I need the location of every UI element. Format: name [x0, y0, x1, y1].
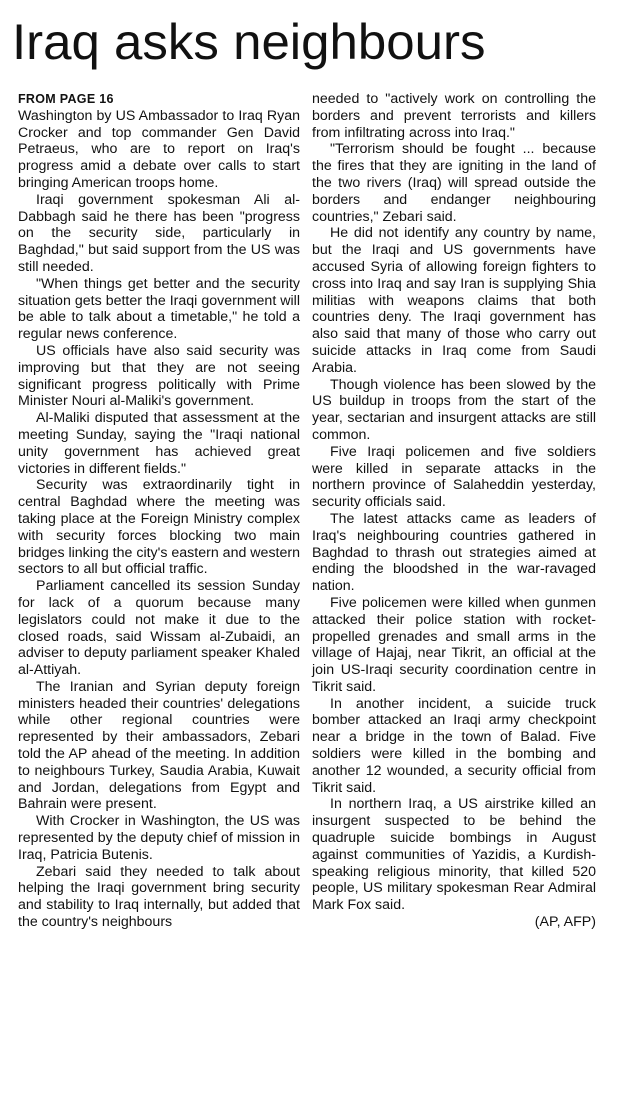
paragraph: He did not identify any country by name, but the Iraqi and US governments have accused Syria of allowing foreign fighters to cross into Iraq and say Iran is supplying Shia militias with weapons claims that both countries deny. The Iraqi government has also said that many of those who carry out suicide attacks in Iraq come from Saudi Arabia. [312, 225, 596, 376]
paragraph: Five policemen were killed when gunmen attacked their police station with rocket-propelled grenades and small arms in the village of Hajaj, near Tikrit, an official at the join US-Iraqi security coordination centre in Tikrit said. [312, 594, 596, 695]
paragraph: needed to "actively work on controlling the borders and prevent terrorists and killers from infiltrating across into Iraq." [312, 91, 596, 141]
paragraph: Though violence has been slowed by the US buildup in troops from the start of the year, sectarian and insurgent attacks are still common. [312, 376, 596, 443]
paragraph: In northern Iraq, a US airstrike killed an insurgent suspected to be behind the quadruple suicide bombings in August against communities of Yazidis, a Kurdish-speaking religious minority, that killed 520 people, US military spokesman Rear Admiral Mark Fox said. [312, 796, 596, 914]
paragraph: Zebari said they needed to talk about helping the Iraqi government bring security and stability to Iraq internally, but added that the country's neighbours [18, 863, 300, 931]
paragraph: Washington by US Ambassador to Iraq Ryan Crocker and top commander Gen David Petraeus, who are to report on Iraq's progress amid a debate over calls to start bringing American troops home. [18, 107, 300, 191]
source-credit: (AP, AFP) [534, 914, 596, 931]
paragraph: Al-Maliki disputed that assessment at the meeting Sunday, saying the "Iraqi national unity government has achieved great victories in different fields." [18, 410, 300, 477]
headline: Iraq asks neighbours [12, 14, 486, 70]
paragraph: Parliament cancelled its session Sunday for lack of a quorum because many legislators could not make it due to the closed roads, said Wissam al-Zubaidi, an adviser to deputy parliament speaker Khaled al-Attiyah. [18, 578, 300, 679]
paragraph: With Crocker in Washington, the US was represented by the deputy chief of mission in Iraq, Patricia Butenis. [18, 813, 300, 863]
paragraph: The Iranian and Syrian deputy foreign ministers headed their countries' delegations while other regional countries were represented by their ambassadors, Zebari told the AP ahead of the meeting. In addition to neighbours Turkey, Saudia Arabia, Kuwait and Jordan, delegations from Egypt and Bahrain were present. [18, 678, 300, 813]
paragraph: Security was extraordinarily tight in central Baghdad where the meeting was taking place at the Foreign Ministry complex with security forces blocking two main bridges linking the city's eastern and western sectors to all but official traffic. [18, 477, 300, 578]
paragraph: Iraqi government spokesman Ali al-Dabbagh said he there has been "progress on the security side, particularly in Baghdad," but said support from the US was still needed. [18, 191, 300, 275]
paragraph: US officials have also said security was improving but that they are not seeing significant progress politically with Prime Minister Nouri al-Maliki's government. [18, 342, 300, 410]
paragraph: "Terrorism should be fought ... because the fires that they are igniting in the land of the two rivers (Iraq) will spread outside the borders and endanger neighbouring countries," Zebari said. [312, 141, 596, 225]
paragraph: In another incident, a suicide truck bomber attacked an Iraqi army checkpoint near a bridge in the town of Balad. Five soldiers were killed in the bombing and another 12 wounded, a security official from Tikrit said. [312, 695, 596, 796]
paragraph: The latest attacks came as leaders of Iraq's neighbouring countries gathered in Baghdad to thrash out strategies aimed at ending the bloodshed in the war-ravaged nation. [312, 510, 596, 595]
kicker: FROM PAGE 16 [18, 92, 114, 106]
paragraph: "When things get better and the security situation gets better the Iraqi government will be able to talk about a timetable," he told a regular news conference. [18, 275, 300, 343]
left-column [18, 91, 300, 931]
right-column [312, 91, 596, 931]
paragraph: Five Iraqi policemen and five soldiers were killed in separate attacks in the northern province of Salaheddin yesterday, security officials said. [312, 443, 596, 511]
